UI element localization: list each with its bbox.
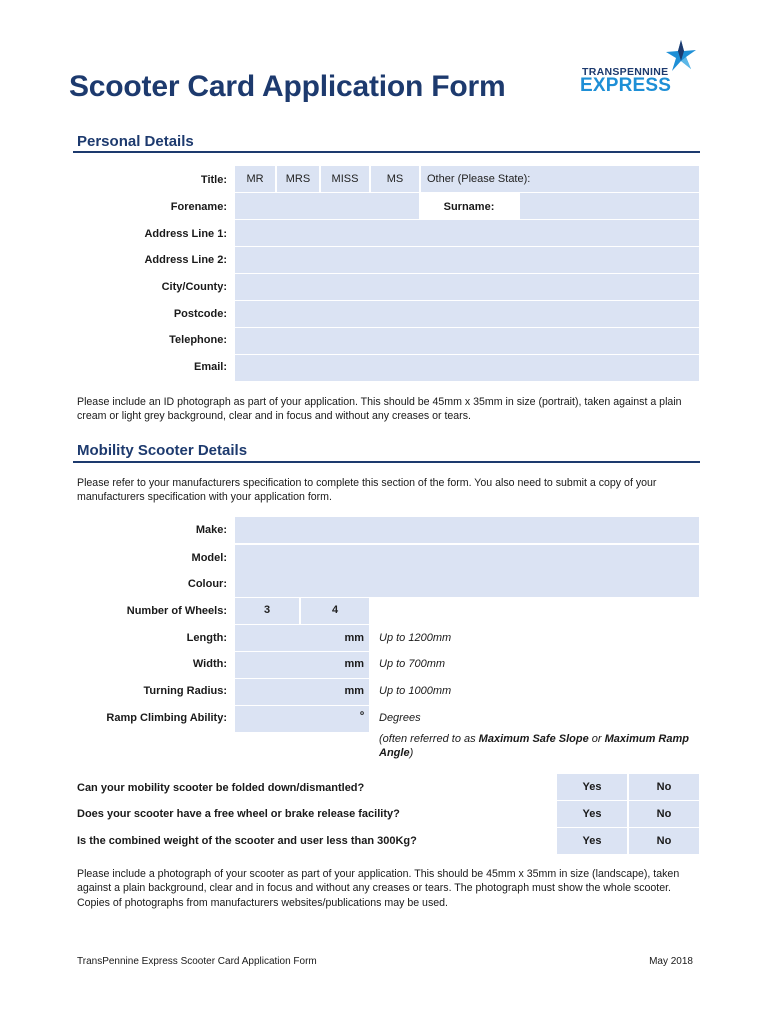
ramp-note: Degrees bbox=[379, 712, 421, 724]
title-option-miss[interactable]: MISS bbox=[321, 166, 369, 192]
ramp-label: Ramp Climbing Ability: bbox=[106, 712, 227, 724]
ramp-aka-mid: or bbox=[588, 733, 605, 745]
colour-label: Colour: bbox=[187, 578, 227, 590]
footer-date: May 2018 bbox=[649, 956, 693, 967]
id-photo-note: Please include an ID photograph as part of your application. This should be 45mm x 35mm in size (portrait), taken against a plain cream or light grey background, clear and in focus and without any creases or tears. bbox=[77, 396, 682, 423]
ramp-aka-pre: (often referred to as bbox=[379, 733, 479, 745]
title-label: Title: bbox=[200, 174, 227, 186]
scooter-photo-note: Please include a photograph of your scooter as part of your application. This should be 45mm x 35mm in size (landscape), taken against a plain background, clear and in focus and without any creases or tears. The photograph must show the whole scooter. Copies of photographs from manufacturers websites/publications may be used. bbox=[77, 868, 680, 909]
question-freewheel: Does your scooter have a free wheel or brake release facility? bbox=[77, 808, 400, 820]
width-label: Width: bbox=[192, 658, 227, 670]
telephone-field[interactable] bbox=[235, 328, 699, 354]
email-field[interactable] bbox=[235, 355, 699, 381]
surname-field[interactable] bbox=[520, 193, 699, 219]
question-folded-yes[interactable]: Yes bbox=[557, 774, 627, 800]
length-unit: mm bbox=[344, 632, 364, 644]
model-field[interactable] bbox=[235, 545, 699, 571]
city-label: City/County: bbox=[161, 281, 227, 293]
length-note: Up to 1200mm bbox=[379, 632, 452, 644]
postcode-field[interactable] bbox=[235, 301, 699, 327]
question-folded: Can your mobility scooter be folded down/dismantled? bbox=[77, 782, 365, 794]
question-weight-yes[interactable]: Yes bbox=[557, 828, 627, 854]
ramp-aka-term-2: Maximum Ramp Angle bbox=[379, 733, 689, 759]
ramp-unit: º bbox=[359, 710, 364, 722]
question-weight: Is the combined weight of the scooter and user less than 300Kg? bbox=[77, 835, 417, 847]
personal-details-heading: Personal Details bbox=[77, 133, 194, 150]
wheels-option-4[interactable]: 4 bbox=[301, 598, 369, 624]
colour-field[interactable] bbox=[235, 571, 699, 597]
turning-radius-label: Turning Radius: bbox=[143, 685, 227, 697]
length-label: Length: bbox=[186, 632, 227, 644]
ramp-aka-term-1: Maximum Safe Slope bbox=[478, 733, 589, 745]
ramp-aka-post: ) bbox=[409, 747, 414, 759]
turning-radius-note: Up to 1000mm bbox=[379, 685, 452, 697]
email-label: Email: bbox=[193, 361, 227, 373]
forename-field[interactable] bbox=[235, 193, 419, 219]
title-option-mr[interactable]: MR bbox=[235, 166, 275, 192]
make-field[interactable] bbox=[235, 517, 699, 543]
footer-form-name: TransPennine Express Scooter Card Application Form bbox=[77, 956, 317, 967]
question-freewheel-no[interactable]: No bbox=[629, 801, 699, 827]
question-folded-no[interactable]: No bbox=[629, 774, 699, 800]
scooter-intro: Please refer to your manufacturers specification to complete this section of the form. You also need to submit a copy of your manufacturers specification with your application form. bbox=[77, 477, 657, 504]
star-icon bbox=[664, 38, 698, 74]
address1-label: Address Line 1: bbox=[144, 228, 227, 240]
wheels-label: Number of Wheels: bbox=[126, 605, 227, 617]
section-divider bbox=[73, 461, 700, 463]
turning-radius-unit: mm bbox=[344, 685, 364, 697]
logo-text-top: TRANSPENNINE bbox=[582, 66, 669, 78]
width-note: Up to 700mm bbox=[379, 658, 446, 670]
model-label: Model: bbox=[191, 552, 227, 564]
surname-label: Surname: bbox=[443, 201, 495, 213]
title-option-other[interactable]: Other (Please State): bbox=[421, 166, 699, 192]
address2-label: Address Line 2: bbox=[144, 254, 227, 266]
address2-field[interactable] bbox=[235, 247, 699, 273]
logo-text-bottom: EXPRESS bbox=[580, 75, 672, 96]
section-divider bbox=[73, 151, 700, 153]
make-label: Make: bbox=[195, 524, 227, 536]
question-freewheel-yes[interactable]: Yes bbox=[557, 801, 627, 827]
transpennine-logo bbox=[580, 40, 700, 98]
page-title: Scooter Card Application Form bbox=[69, 70, 506, 103]
title-option-mrs[interactable]: MRS bbox=[277, 166, 319, 192]
forename-label: Forename: bbox=[170, 201, 227, 213]
ramp-aka-note bbox=[379, 732, 699, 760]
width-unit: mm bbox=[344, 658, 364, 670]
wheels-option-3[interactable]: 3 bbox=[235, 598, 299, 624]
scooter-details-heading: Mobility Scooter Details bbox=[77, 442, 248, 459]
address1-field[interactable] bbox=[235, 220, 699, 246]
city-field[interactable] bbox=[235, 274, 699, 300]
question-weight-no[interactable]: No bbox=[629, 828, 699, 854]
title-option-ms[interactable]: MS bbox=[371, 166, 419, 192]
postcode-label: Postcode: bbox=[173, 308, 227, 320]
telephone-label: Telephone: bbox=[169, 334, 227, 346]
